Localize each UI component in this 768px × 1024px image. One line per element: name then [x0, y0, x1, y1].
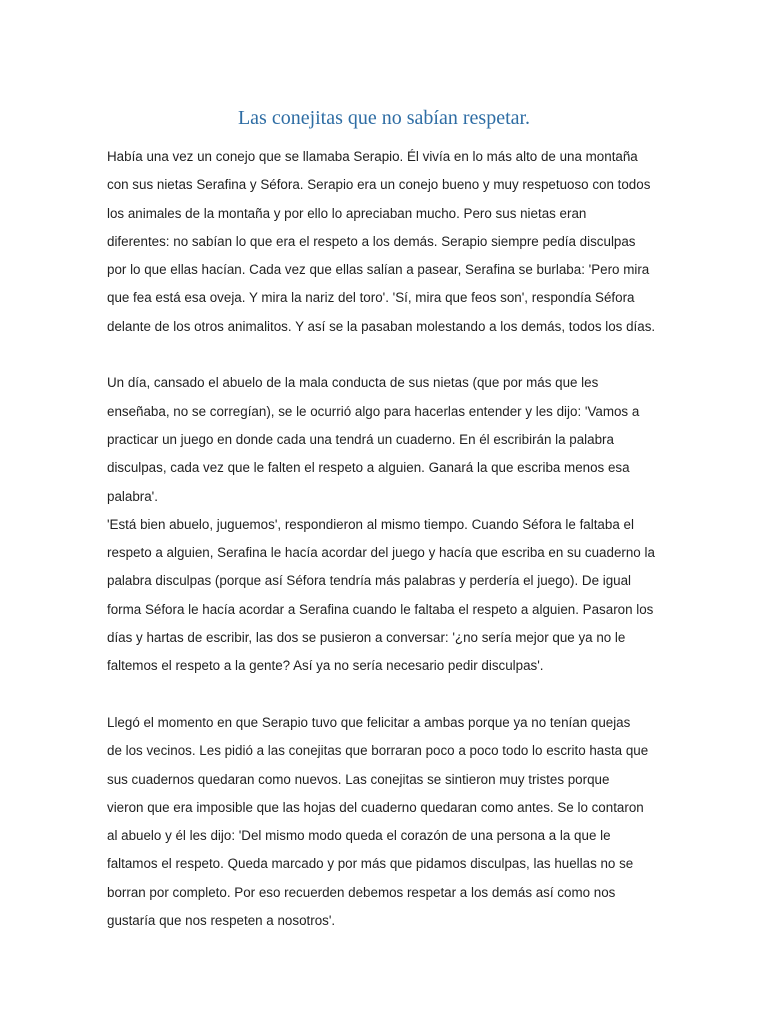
- paragraph-line: al abuelo y él les dijo: 'Del mismo modo queda el corazón de una persona a la que le: [107, 828, 611, 844]
- document-body: [107, 143, 667, 935]
- paragraph-line: con sus nietas Serafina y Séfora. Serapio era un conejo bueno y muy respetuoso con todos: [107, 177, 651, 193]
- paragraph-3: [107, 709, 667, 935]
- paragraph-line: Un día, cansado el abuelo de la mala conducta de sus nietas (que por más que les: [107, 375, 599, 391]
- paragraph-line: por lo que ellas hacían. Cada vez que ellas salían a pasear, Serafina se burlaba: 'Pero mira: [107, 262, 650, 278]
- paragraph-2: [107, 369, 667, 680]
- paragraph-line: respeto a alguien, Serafina le hacía acordar del juego y hacía que escriba en su cuaderno la: [107, 545, 655, 561]
- paragraph-line: los animales de la montaña y por ello lo apreciaban mucho. Pero sus nietas eran: [107, 205, 587, 221]
- paragraph-line: faltamos el respeto. Queda marcado y por más que pidamos disculpas, las huellas no se: [107, 856, 634, 872]
- paragraph-line: días y hartas de escribir, las dos se pusieron a conversar: '¿no sería mejor que ya no le: [107, 630, 626, 646]
- paragraph-1: [107, 143, 667, 341]
- paragraph-gap: [107, 341, 667, 369]
- paragraph-line: Había una vez un conejo que se llamaba Serapio. Él vivía en lo más alto de una montaña: [107, 149, 638, 164]
- paragraph-line: vieron que era imposible que las hojas del cuaderno quedaran como antes. Se lo contaron: [107, 799, 644, 815]
- paragraph-line: que fea está esa oveja. Y mira la nariz del toro'. 'Sí, mira que feos son', respondía Séfora: [107, 290, 635, 306]
- paragraph-line: Llegó el momento en que Serapio tuvo que felicitar a ambas porque ya no tenían quejas: [107, 714, 631, 730]
- paragraph-line: diferentes: no sabían lo que era el respeto a los demás. Serapio siempre pedía disculpas: [107, 233, 636, 249]
- paragraph-line: forma Séfora le hacía acordar a Serafina cuando le faltaba el respeto a alguien. Pasaron los: [107, 601, 654, 617]
- paragraph-line: gustaría que nos respeten a nosotros'.: [107, 913, 336, 929]
- document-title: Las conejitas que no sabían respetar.: [237, 107, 531, 129]
- paragraph-line: borran por completo. Por eso recuerden debemos respetar a los demás así como nos: [107, 884, 616, 900]
- paragraph-line: practicar un juego en donde cada una tendrá un cuaderno. En él escribirán la palabra: [107, 431, 614, 447]
- paragraph-line: 'Está bien abuelo, juguemos', respondieron al mismo tiempo. Cuando Séfora le faltaba el: [107, 516, 634, 532]
- paragraph-line: faltemos el respeto a la gente? Así ya no sería necesario pedir disculpas'.: [107, 658, 544, 674]
- paragraph-line: delante de los otros animalitos. Y así se la pasaban molestando a los demás, todos los días.: [107, 318, 656, 334]
- paragraph-line: sus cuadernos quedaran como nuevos. Las conejitas se sintieron muy tristes porque: [107, 771, 610, 787]
- paragraph-line: de los vecinos. Les pidió a las conejitas que borraran poco a poco todo lo escrito hasta que: [107, 743, 649, 759]
- paragraph-line: enseñaba, no se corregían), se le ocurrió algo para hacerlas entender y les dijo: 'Vamos a: [107, 403, 640, 419]
- paragraph-line: palabra disculpas (porque así Séfora tendría más palabras y perdería el juego). De igual: [107, 573, 632, 589]
- paragraph-line: disculpas, cada vez que le falten el respeto a alguien. Ganará la que escriba menos esa: [107, 460, 630, 476]
- paragraph-line: palabra'.: [107, 488, 158, 504]
- paragraph-gap: [107, 681, 667, 709]
